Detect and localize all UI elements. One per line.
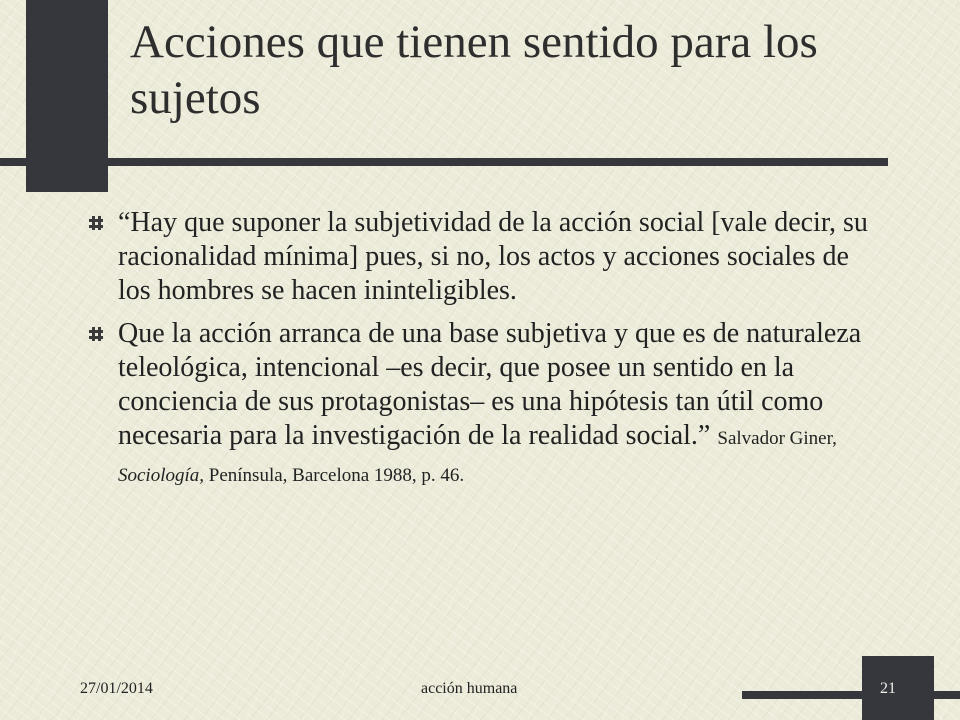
bullet-text bbox=[118, 318, 861, 488]
bullet-item bbox=[88, 206, 878, 308]
footer-date: 27/01/2014 bbox=[80, 680, 153, 697]
page-number-box bbox=[862, 656, 934, 720]
bullet-text: “Hay que suponer la subjetividad de la acción social [vale decir, su racionalidad mínima] pues, si no, los actos y acciones sociales de los hombres se hacen ininteligibles. bbox=[118, 207, 868, 306]
hash-bullet-icon bbox=[88, 326, 104, 342]
footer-topic: acción humana bbox=[421, 680, 518, 697]
citation-details: Península, Barcelona 1988, p. 46. bbox=[208, 465, 465, 486]
title-underline-rule bbox=[0, 158, 888, 166]
hash-bullet-icon bbox=[88, 215, 104, 231]
citation-book-title: Sociología, bbox=[118, 465, 205, 486]
slide-title: Acciones que tienen sentido para los sujetos bbox=[130, 16, 818, 124]
citation-author: Salvador Giner, bbox=[717, 428, 837, 449]
bullet-list bbox=[88, 206, 878, 493]
bullet-item bbox=[88, 317, 878, 493]
page-number: 21 bbox=[880, 680, 896, 697]
quote-text: Que la acción arranca de una base subjetiva y que es de naturaleza teleológica, intencional –es decir, que posee un sentido en la conciencia de sus protagonistas– es una hipótesis tan útil como necesaria para la investigación de la realidad social.” bbox=[118, 318, 862, 451]
